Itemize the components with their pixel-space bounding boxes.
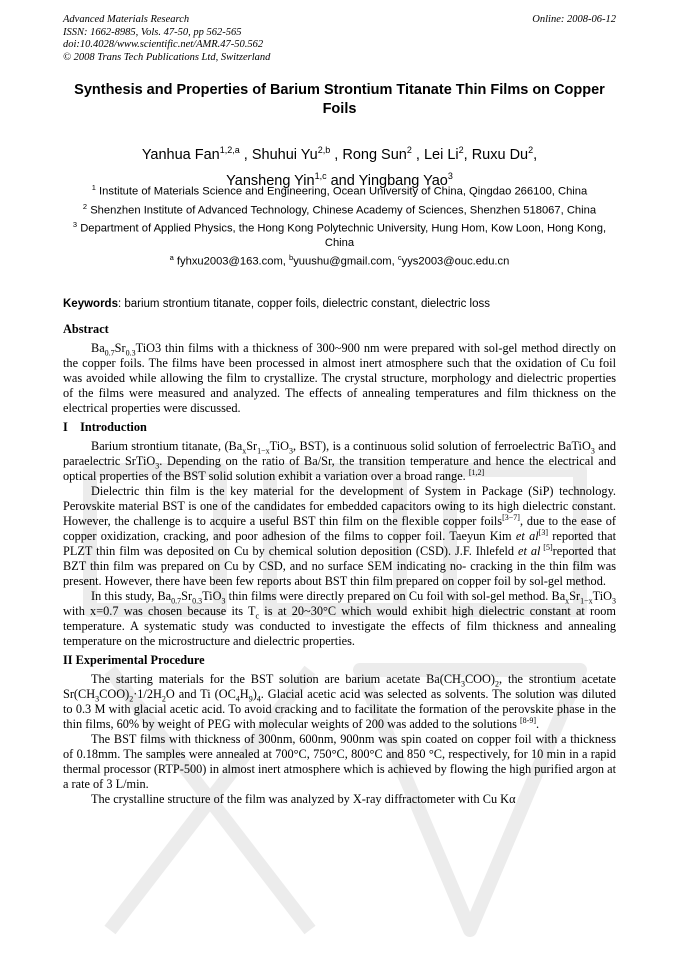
text-run: and paraelectric SrTiO xyxy=(63,439,616,468)
subscript: 3 xyxy=(460,679,465,689)
email-marker: a xyxy=(169,253,174,263)
subscript: 3 xyxy=(289,446,294,456)
email-text: fyhxu2003@163.com, xyxy=(176,255,290,268)
citation: [8-9] xyxy=(519,715,536,725)
text-run: In this study, Ba xyxy=(91,589,172,603)
affiliation xyxy=(63,200,616,218)
author-affil-marker: 2 xyxy=(458,145,464,155)
text-run: reported that BZT thin film was prepared on Cu by CSD, and no surface SEM indicating no- cracking in the thin film was present. However, there have been few reports about BST thin film prepared on copper foil by sol-gel method. xyxy=(63,544,617,588)
citation: [3] xyxy=(538,527,548,537)
citation: [5] xyxy=(540,542,553,552)
subscript: 2 xyxy=(495,679,500,689)
email-text: yys2003@ouc.edu.cn xyxy=(401,255,510,268)
online-date: Online: 2008-06-12 xyxy=(532,14,616,25)
keywords-label: Keywords xyxy=(63,298,118,310)
paper-title: Synthesis and Properties of Barium Strontium Titanate Thin Films on Copper Foils xyxy=(74,82,605,117)
author-separator: , xyxy=(239,146,252,163)
author-affil-marker: 2 xyxy=(406,145,412,155)
text-run: , due to the ease of copper oxidization, cracking, and poor adhesion of the films to copper foil. Taeyun Kim xyxy=(63,514,616,543)
subscript: 0.3 xyxy=(192,596,203,606)
intro-paragraph xyxy=(63,439,616,484)
author-name: Yingbang Yao xyxy=(358,172,448,189)
text-run: Ba xyxy=(91,341,105,355)
text-run: . Depending on the ratio of Ba/Sr, the transition temperature and hence the electrical and optical properties of the BST solid solution exhibit a variation over a broad range. xyxy=(63,454,616,483)
subscript: 3 xyxy=(612,596,616,606)
text-run: Barium strontium titanate, (Ba xyxy=(91,439,243,453)
text-run: TiO3 thin films with a thickness of 300~900 nm were prepared with sol-gel method directly on the copper foils. The films have been processed in almost inert atmosphere such that the oxidation of Cu foil was avoided while allowing the film to crystallize. The crystal structure, morphology and dielectric properties of the films were measured and analyzed. The effects of annealing temperatures and film thickness on the electrical properties were discussed. xyxy=(63,341,616,415)
subscript: 2 xyxy=(129,694,134,704)
journal-doi: doi:10.4028/www.scientific.net/AMR.47-50.562 xyxy=(63,39,264,50)
email-marker: b xyxy=(289,253,294,263)
journal-copyright: © 2008 Trans Tech Publications Ltd, Switzerland xyxy=(63,51,271,63)
affiliation-block xyxy=(63,181,616,270)
text-run: ) xyxy=(252,687,257,701)
subscript: 4 xyxy=(256,694,261,704)
paper-body xyxy=(63,318,616,807)
author-separator: and xyxy=(326,172,359,189)
subscript: x xyxy=(242,446,247,456)
text-run: TiO xyxy=(592,589,612,603)
journal-header xyxy=(63,14,616,64)
journal-name: Advanced Materials Research xyxy=(63,14,190,25)
text-run: TiO xyxy=(269,439,290,453)
author-name: Yansheng Yin xyxy=(226,172,315,189)
text-run: Dielectric thin film is the key material for the development of System in Package (SiP) technology. Perovskite material BST is one of the candidates for embedded capacitors owing to its high dielectric constant. However, the challenge is to acquire a useful BST thin film on the flexible copper foils xyxy=(63,484,616,528)
section-heading-introduction: I Introduction xyxy=(63,420,147,434)
subscript: 3 xyxy=(221,596,226,606)
text-run: The starting materials for the BST solution are barium acetate Ba(CH xyxy=(91,672,461,686)
text-run: et al xyxy=(515,529,539,543)
email-marker: c xyxy=(397,253,402,263)
text-run: with x=0.7 was chosen because its T xyxy=(63,604,256,618)
author-separator: , xyxy=(463,146,472,163)
subscript: 2 xyxy=(161,694,166,704)
text-run: reported that PLZT thin film was deposited on Cu by chemical solution deposition (CSD). J.F. Ihlefeld xyxy=(63,529,616,558)
keywords-text: : barium strontium titanate, copper foils, dielectric constant, dielectric loss xyxy=(117,298,490,310)
author-name: Rong Sun xyxy=(342,146,407,163)
keywords xyxy=(63,297,616,311)
subscript: 9 xyxy=(248,694,253,704)
section-heading-abstract: Abstract xyxy=(63,322,109,336)
subscript: 3 xyxy=(590,446,595,456)
citation: [1,2] xyxy=(468,467,485,477)
text-run: . xyxy=(535,717,540,731)
intro-paragraph xyxy=(63,484,616,589)
subscript: 0.3 xyxy=(125,348,136,358)
author-affil-marker: 3 xyxy=(447,170,453,181)
experimental-paragraph: The crystalline structure of the film was analyzed by X-ray diffractometer with Cu Kα xyxy=(91,792,516,806)
text-run: Sr xyxy=(569,589,581,603)
experimental-paragraph xyxy=(63,672,616,732)
text-run: thin films were directly prepared on Cu foil with sol-gel method. Ba xyxy=(225,589,566,603)
subscript: x xyxy=(565,596,570,606)
affiliation-marker: 2 xyxy=(82,201,88,211)
text-run: Sr xyxy=(181,589,193,603)
author-name: Shuhui Yu xyxy=(251,146,318,163)
author-name: Lei Li xyxy=(423,146,459,163)
author-affil-marker: 2 xyxy=(528,145,534,155)
affiliation-text: Shenzhen Institute of Advanced Technology, Chinese Academy of Sciences, Shenzhen 518067, China xyxy=(90,204,597,217)
journal-issn: ISSN: 1662-8985, Vols. 47-50, pp 562-565 xyxy=(63,26,242,38)
text-run: , the strontium acetate Sr(CH xyxy=(63,672,616,701)
affiliation-text: Institute of Materials Science and Engineering, Ocean University of China, Qingdao 266100, China xyxy=(99,185,588,198)
author-separator: , xyxy=(411,146,424,163)
text-run: is at 20~30°C which would exhibit high dielectric constant at room temperature. A systematic study was conducted to investigate the effects of film thickness and annealing temperature on the microstructure and dielectric properties. xyxy=(63,604,616,648)
author-name: Ruxu Du xyxy=(471,146,529,163)
subscript: 3 xyxy=(155,461,160,471)
text-run: TiO xyxy=(202,589,222,603)
citation: [3−7] xyxy=(502,512,520,522)
subscript: c xyxy=(255,611,260,621)
affiliation-marker: 3 xyxy=(72,220,78,230)
text-run: ·1/2H xyxy=(133,687,162,701)
author-name: Yanhua Fan xyxy=(141,146,220,163)
affiliation-text: Department of Applied Physics, the Hong Kong Polytechnic University, Hung Hom, Kow Loon, Hong Kong, China xyxy=(80,223,607,250)
text-run: H xyxy=(239,687,249,701)
text-run: COO) xyxy=(464,672,496,686)
subscript: 0.7 xyxy=(104,348,115,358)
text-run: et al xyxy=(517,544,541,558)
text-run: . Glacial acetic acid was selected as solvents. The solution was diluted to 0.3 M with glacial acetic acid. To avoid cracking and to facilitate the formation of the perovskite phase in the thin films, 60% by weight of PEG with molecular weights of 200 was added to the solutions xyxy=(63,687,616,731)
affiliation xyxy=(63,181,616,199)
text-run: O and Ti (OC xyxy=(165,687,236,701)
author-affil-marker: 2,b xyxy=(317,145,331,155)
subscript: 0.7 xyxy=(171,596,182,606)
section-heading-experimental: II Experimental Procedure xyxy=(63,653,205,667)
author-separator: , xyxy=(533,146,538,163)
subscript: 1−x xyxy=(580,596,593,606)
author-separator: , xyxy=(330,146,343,163)
email-line xyxy=(63,251,616,269)
affiliation xyxy=(63,218,616,250)
subscript: 4 xyxy=(235,694,240,704)
experimental-paragraph: The BST films with thickness of 300nm, 600nm, 900nm was spin coated on copper foil with a thickness of 0.18mm. The samples were annealed at 700°C, 750°C, 800°C and 850 °C, respectively, for 10 min in a rapid thermal processor (RTP-500) in almost inert atmosphere which is achieved by flowing the high purified argon at a rate of 3 L/min. xyxy=(63,732,616,791)
author-affil-marker: 1,2,a xyxy=(219,145,240,155)
subscript: 1−x xyxy=(257,446,270,456)
affiliation-marker: 1 xyxy=(91,183,96,192)
intro-paragraph xyxy=(63,589,616,649)
abstract-paragraph xyxy=(63,341,616,416)
author-affil-marker: 1,c xyxy=(314,170,327,181)
subscript: 3 xyxy=(95,694,100,704)
text-run: Sr xyxy=(246,439,258,453)
text-run: COO) xyxy=(99,687,130,701)
text-run: , BST), is a continuous solid solution of ferroelectric BaTiO xyxy=(293,439,591,453)
text-run: Sr xyxy=(114,341,126,355)
email-text: yuushu@gmail.com, xyxy=(293,255,398,268)
